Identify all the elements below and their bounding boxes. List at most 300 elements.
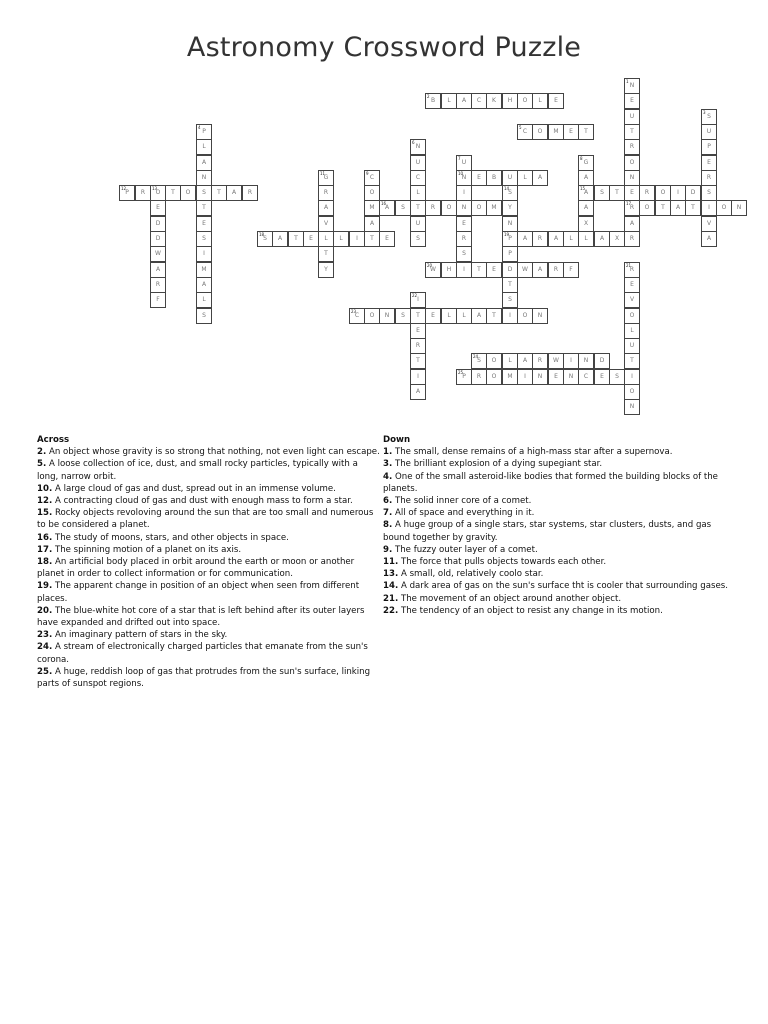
cell-letter: L: [523, 174, 527, 181]
grid-cell[interactable]: [701, 216, 717, 232]
cell-letter: O: [522, 312, 528, 319]
grid-cell[interactable]: [456, 246, 472, 262]
grid-cell[interactable]: [624, 277, 640, 293]
grid-cell[interactable]: [196, 139, 212, 155]
grid-cell[interactable]: [670, 200, 686, 216]
clue-number: 14: [504, 186, 510, 191]
cell-letter: A: [155, 266, 161, 273]
grid-cell[interactable]: [594, 185, 610, 201]
grid-cell[interactable]: [731, 200, 747, 216]
grid-cell[interactable]: [410, 353, 426, 369]
grid-cell[interactable]: [624, 124, 640, 140]
cell-letter: A: [461, 97, 467, 104]
grid-cell[interactable]: [471, 262, 487, 278]
cell-letter: N: [415, 143, 421, 150]
grid-cell[interactable]: [410, 308, 426, 324]
grid-cell[interactable]: [548, 93, 564, 109]
grid-cell[interactable]: [456, 170, 472, 186]
grid-cell[interactable]: [624, 399, 640, 415]
grid-cell[interactable]: [211, 185, 227, 201]
grid-cell[interactable]: [563, 353, 579, 369]
grid-cell[interactable]: [532, 308, 548, 324]
grid-cell[interactable]: [624, 384, 640, 400]
grid-cell[interactable]: [364, 216, 380, 232]
grid-cell[interactable]: [364, 185, 380, 201]
cell-letter: A: [476, 312, 482, 319]
grid-cell[interactable]: [410, 170, 426, 186]
grid-cell[interactable]: [517, 93, 533, 109]
cell-letter: L: [447, 97, 451, 104]
cell-letter: W: [430, 266, 436, 273]
grid-cell[interactable]: [624, 170, 640, 186]
cell-letter: T: [416, 204, 420, 211]
cell-letter: S: [600, 189, 604, 196]
grid-cell[interactable]: [410, 139, 426, 155]
grid-cell[interactable]: [471, 170, 487, 186]
grid-cell[interactable]: [548, 353, 564, 369]
grid-cell[interactable]: [456, 308, 472, 324]
cell-letter: T: [324, 250, 328, 257]
cell-letter: S: [416, 235, 420, 242]
clue-text: A huge group of a single stars, star systems, star clusters, dusts, and gas bound together by gravity.: [383, 520, 712, 543]
grid-cell[interactable]: [150, 216, 166, 232]
cell-letter: R: [476, 373, 482, 380]
grid-cell[interactable]: [624, 155, 640, 171]
grid-cell[interactable]: [609, 185, 625, 201]
cell-letter: N: [629, 174, 635, 181]
grid-cell[interactable]: [196, 262, 212, 278]
grid-cell[interactable]: [379, 231, 395, 247]
grid-cell[interactable]: [379, 200, 395, 216]
grid-cell[interactable]: [685, 185, 701, 201]
clue-num: 20.: [37, 605, 53, 616]
grid-cell[interactable]: [624, 93, 640, 109]
grid-cell[interactable]: [379, 308, 395, 324]
cell-letter: F: [569, 266, 573, 273]
cell-letter: E: [630, 281, 634, 288]
grid-cell[interactable]: [486, 200, 502, 216]
clue-number: 21: [626, 263, 632, 268]
grid-cell[interactable]: [563, 262, 579, 278]
clue-text: An imaginary pattern of stars in the sky.: [52, 630, 228, 641]
grid-cell[interactable]: [410, 384, 426, 400]
grid-cell[interactable]: [624, 216, 640, 232]
grid-cell[interactable]: [349, 231, 365, 247]
clue-text: A dark area of gas on the sun's surface tht is cooler that surrounding gases.: [398, 581, 728, 592]
grid-cell[interactable]: [563, 369, 579, 385]
grid-cell[interactable]: [502, 308, 518, 324]
grid-cell[interactable]: [486, 262, 502, 278]
grid-cell[interactable]: [456, 231, 472, 247]
grid-cell[interactable]: [272, 231, 288, 247]
grid-cell[interactable]: [624, 262, 640, 278]
grid-cell[interactable]: [333, 231, 349, 247]
grid-cell[interactable]: [624, 200, 640, 216]
grid-cell[interactable]: [532, 170, 548, 186]
grid-cell[interactable]: [441, 93, 457, 109]
clue-text: The brilliant explosion of a dying supegiant star.: [392, 459, 603, 470]
cell-letter: N: [461, 204, 467, 211]
cell-letter: A: [706, 235, 712, 242]
grid-cell[interactable]: [135, 185, 151, 201]
grid-cell[interactable]: [655, 200, 671, 216]
grid-cell[interactable]: [578, 170, 594, 186]
cell-letter: T: [584, 128, 588, 135]
grid-cell[interactable]: [578, 353, 594, 369]
cell-letter: E: [477, 174, 481, 181]
clue-num: 8.: [383, 520, 393, 531]
grid-cell[interactable]: [150, 185, 166, 201]
grid-cell[interactable]: [196, 200, 212, 216]
grid-cell[interactable]: [456, 369, 472, 385]
cell-letter: E: [630, 97, 634, 104]
grid-cell[interactable]: [410, 200, 426, 216]
cell-letter: U: [629, 113, 635, 120]
cell-letter: T: [492, 312, 496, 319]
across-clues: [37, 434, 380, 690]
grid-cell[interactable]: [410, 216, 426, 232]
grid-cell[interactable]: [517, 262, 533, 278]
grid-cell[interactable]: [594, 231, 610, 247]
grid-cell[interactable]: [196, 308, 212, 324]
grid-cell[interactable]: [318, 262, 334, 278]
grid-cell[interactable]: [196, 246, 212, 262]
across-clue: [37, 495, 380, 507]
grid-cell[interactable]: [410, 155, 426, 171]
clue-number: 16: [381, 201, 387, 206]
grid-cell[interactable]: [716, 200, 732, 216]
grid-cell[interactable]: [119, 185, 135, 201]
cell-letter: O: [522, 97, 528, 104]
grid-cell[interactable]: [226, 185, 242, 201]
grid-cell[interactable]: [532, 369, 548, 385]
grid-cell[interactable]: [594, 353, 610, 369]
cell-letter: M: [553, 128, 559, 135]
grid-cell[interactable]: [441, 262, 457, 278]
grid-cell[interactable]: [685, 200, 701, 216]
cell-letter: L: [324, 235, 328, 242]
grid-cell[interactable]: [486, 353, 502, 369]
clue-text: The movement of an object around another object.: [398, 593, 622, 604]
grid-cell[interactable]: [517, 369, 533, 385]
grid-cell[interactable]: [486, 170, 502, 186]
grid-cell[interactable]: [624, 231, 640, 247]
across-clue: [37, 483, 380, 495]
grid-cell[interactable]: [548, 231, 564, 247]
clue-num: 16.: [37, 532, 53, 543]
grid-cell[interactable]: [471, 353, 487, 369]
clue-text: The fuzzy outer layer of a comet.: [392, 544, 538, 555]
clue-text: The solid inner core of a comet.: [392, 496, 532, 507]
grid-cell[interactable]: [624, 323, 640, 339]
cell-letter: E: [707, 159, 711, 166]
clue-text: A huge, reddish loop of gas that protrudes from the sun's surface, linking parts of sunspot regions.: [37, 666, 371, 690]
clue-number: 11: [320, 171, 326, 176]
grid-cell[interactable]: [563, 124, 579, 140]
clue-num: 24.: [37, 642, 53, 653]
grid-cell[interactable]: [502, 170, 518, 186]
grid-cell[interactable]: [150, 292, 166, 308]
cell-letter: P: [508, 235, 512, 242]
cell-letter: D: [155, 235, 161, 242]
grid-cell[interactable]: [242, 185, 258, 201]
cell-letter: L: [508, 357, 512, 364]
grid-cell[interactable]: [471, 200, 487, 216]
grid-cell[interactable]: [624, 185, 640, 201]
cell-letter: M: [491, 204, 497, 211]
grid-cell[interactable]: [624, 369, 640, 385]
grid-cell[interactable]: [701, 155, 717, 171]
cell-letter: A: [522, 235, 528, 242]
cell-letter: D: [690, 189, 696, 196]
clue-number: 2: [427, 94, 430, 99]
grid-cell[interactable]: [517, 124, 533, 140]
grid-cell[interactable]: [502, 353, 518, 369]
grid-cell[interactable]: [502, 292, 518, 308]
grid-cell[interactable]: [609, 231, 625, 247]
grid-cell[interactable]: [502, 369, 518, 385]
cell-letter: P: [125, 189, 129, 196]
clue-text: A contracting cloud of gas and dust with enough mass to form a star.: [52, 496, 353, 507]
grid-cell[interactable]: [486, 93, 502, 109]
cell-letter: T: [171, 189, 175, 196]
grid-cell[interactable]: [410, 185, 426, 201]
grid-cell[interactable]: [563, 231, 579, 247]
grid-cell[interactable]: [532, 93, 548, 109]
grid-cell[interactable]: [456, 200, 472, 216]
clue-text: A stream of electronically charged particles that emanate from the sun's corona.: [37, 642, 368, 665]
grid-cell[interactable]: [486, 308, 502, 324]
grid-cell[interactable]: [410, 323, 426, 339]
grid-cell[interactable]: [180, 185, 196, 201]
grid-cell[interactable]: [196, 292, 212, 308]
grid-cell[interactable]: [364, 170, 380, 186]
grid-cell[interactable]: [471, 93, 487, 109]
cell-letter: W: [522, 266, 528, 273]
crossword-grid: [0, 0, 768, 440]
down-clue: [383, 544, 731, 556]
grid-cell[interactable]: [471, 369, 487, 385]
across-clue: [37, 641, 380, 665]
grid-cell[interactable]: [441, 200, 457, 216]
grid-cell[interactable]: [532, 353, 548, 369]
cell-letter: M: [507, 373, 513, 380]
grid-cell[interactable]: [456, 262, 472, 278]
clue-text: A loose collection of ice, dust, and small rocky particles, typically with a long, narrow orbit.: [37, 459, 358, 482]
grid-cell[interactable]: [594, 369, 610, 385]
grid-cell[interactable]: [410, 338, 426, 354]
grid-cell[interactable]: [425, 308, 441, 324]
cell-letter: V: [706, 220, 712, 227]
grid-cell[interactable]: [456, 185, 472, 201]
grid-cell[interactable]: [532, 231, 548, 247]
grid-cell[interactable]: [471, 308, 487, 324]
grid-cell[interactable]: [364, 308, 380, 324]
grid-cell[interactable]: [609, 369, 625, 385]
grid-cell[interactable]: [395, 308, 411, 324]
clue-num: 19.: [37, 581, 53, 592]
grid-cell[interactable]: [670, 185, 686, 201]
grid-cell[interactable]: [548, 262, 564, 278]
grid-cell[interactable]: [318, 170, 334, 186]
grid-cell[interactable]: [196, 231, 212, 247]
grid-cell[interactable]: [532, 124, 548, 140]
grid-cell[interactable]: [532, 262, 548, 278]
cell-letter: H: [507, 97, 513, 104]
cell-letter: A: [537, 266, 543, 273]
grid-cell[interactable]: [425, 200, 441, 216]
grid-cell[interactable]: [318, 216, 334, 232]
grid-cell[interactable]: [364, 200, 380, 216]
cell-letter: U: [706, 128, 712, 135]
grid-cell[interactable]: [624, 308, 640, 324]
grid-cell[interactable]: [578, 155, 594, 171]
grid-cell[interactable]: [288, 231, 304, 247]
grid-cell[interactable]: [196, 155, 212, 171]
grid-cell[interactable]: [441, 308, 457, 324]
cell-letter: T: [615, 189, 619, 196]
grid-cell[interactable]: [502, 216, 518, 232]
grid-cell[interactable]: [150, 277, 166, 293]
grid-cell[interactable]: [318, 185, 334, 201]
grid-cell[interactable]: [655, 185, 671, 201]
clue-num: 21.: [383, 593, 399, 604]
grid-cell[interactable]: [701, 185, 717, 201]
grid-cell[interactable]: [410, 369, 426, 385]
cell-letter: U: [415, 159, 421, 166]
across-clue: [37, 605, 380, 629]
clue-number: 24: [473, 354, 479, 359]
grid-cell[interactable]: [502, 93, 518, 109]
clue-text: The spinning motion of a planet on its axis.: [52, 544, 242, 555]
grid-cell[interactable]: [548, 124, 564, 140]
cell-letter: A: [277, 235, 283, 242]
grid-cell[interactable]: [502, 246, 518, 262]
grid-cell[interactable]: [701, 170, 717, 186]
clue-number: 4: [198, 125, 201, 130]
grid-cell[interactable]: [578, 200, 594, 216]
grid-cell[interactable]: [624, 139, 640, 155]
grid-cell[interactable]: [456, 93, 472, 109]
cell-letter: O: [629, 159, 635, 166]
cell-letter: A: [323, 204, 329, 211]
grid-cell[interactable]: [548, 369, 564, 385]
grid-cell[interactable]: [196, 185, 212, 201]
grid-cell[interactable]: [150, 246, 166, 262]
grid-cell[interactable]: [196, 170, 212, 186]
grid-cell[interactable]: [410, 292, 426, 308]
cell-letter: N: [736, 204, 742, 211]
grid-cell[interactable]: [517, 308, 533, 324]
grid-cell[interactable]: [425, 262, 441, 278]
cell-letter: L: [462, 312, 466, 319]
grid-cell[interactable]: [701, 231, 717, 247]
cell-letter: W: [155, 250, 161, 257]
grid-cell[interactable]: [517, 231, 533, 247]
grid-cell[interactable]: [517, 353, 533, 369]
down-clue: [383, 446, 731, 458]
cell-letter: E: [156, 204, 160, 211]
grid-cell[interactable]: [318, 246, 334, 262]
cell-letter: O: [491, 373, 497, 380]
grid-cell[interactable]: [578, 124, 594, 140]
grid-cell[interactable]: [624, 109, 640, 125]
grid-cell[interactable]: [639, 185, 655, 201]
grid-cell[interactable]: [578, 216, 594, 232]
grid-cell[interactable]: [502, 185, 518, 201]
clue-num: 7.: [383, 508, 393, 519]
cell-letter: A: [201, 159, 207, 166]
clue-number: 22: [412, 293, 418, 298]
grid-cell[interactable]: [502, 277, 518, 293]
cell-letter: L: [569, 235, 573, 242]
grid-cell[interactable]: [701, 109, 717, 125]
grid-cell[interactable]: [318, 231, 334, 247]
grid-cell[interactable]: [578, 231, 594, 247]
cell-letter: L: [630, 327, 634, 334]
grid-cell[interactable]: [425, 93, 441, 109]
clue-number: 19: [504, 232, 510, 237]
grid-cell[interactable]: [517, 170, 533, 186]
grid-cell[interactable]: [303, 231, 319, 247]
grid-cell[interactable]: [701, 124, 717, 140]
clue-number: 23: [351, 309, 357, 314]
grid-cell[interactable]: [578, 185, 594, 201]
grid-cell[interactable]: [701, 139, 717, 155]
grid-cell[interactable]: [196, 216, 212, 232]
grid-cell[interactable]: [196, 124, 212, 140]
cell-letter: L: [538, 97, 542, 104]
clue-num: 4.: [383, 471, 393, 482]
grid-cell[interactable]: [624, 292, 640, 308]
grid-cell[interactable]: [456, 155, 472, 171]
grid-cell[interactable]: [578, 369, 594, 385]
down-clue: [383, 568, 731, 580]
grid-cell[interactable]: [410, 231, 426, 247]
grid-cell[interactable]: [165, 185, 181, 201]
grid-cell[interactable]: [624, 78, 640, 94]
cell-letter: S: [615, 373, 619, 380]
cell-letter: G: [583, 159, 589, 166]
grid-cell[interactable]: [349, 308, 365, 324]
grid-cell[interactable]: [257, 231, 273, 247]
grid-cell[interactable]: [502, 231, 518, 247]
grid-cell[interactable]: [395, 200, 411, 216]
down-clue-list: [383, 446, 731, 617]
cell-letter: A: [415, 388, 421, 395]
grid-cell[interactable]: [502, 200, 518, 216]
clue-text: A small, old, relatively coolo star.: [398, 569, 544, 580]
grid-cell[interactable]: [364, 231, 380, 247]
grid-cell[interactable]: [150, 200, 166, 216]
cell-letter: N: [583, 357, 589, 364]
grid-cell[interactable]: [318, 200, 334, 216]
grid-cell[interactable]: [150, 231, 166, 247]
clue-num: 12.: [37, 496, 53, 507]
grid-cell[interactable]: [486, 369, 502, 385]
grid-cell[interactable]: [456, 216, 472, 232]
cell-letter: A: [629, 220, 635, 227]
grid-cell[interactable]: [150, 262, 166, 278]
grid-cell[interactable]: [502, 262, 518, 278]
clue-number: 12: [121, 186, 127, 191]
grid-cell[interactable]: [624, 338, 640, 354]
grid-cell[interactable]: [624, 353, 640, 369]
grid-cell[interactable]: [639, 200, 655, 216]
grid-cell[interactable]: [701, 200, 717, 216]
cell-letter: C: [522, 128, 528, 135]
grid-cell[interactable]: [196, 277, 212, 293]
